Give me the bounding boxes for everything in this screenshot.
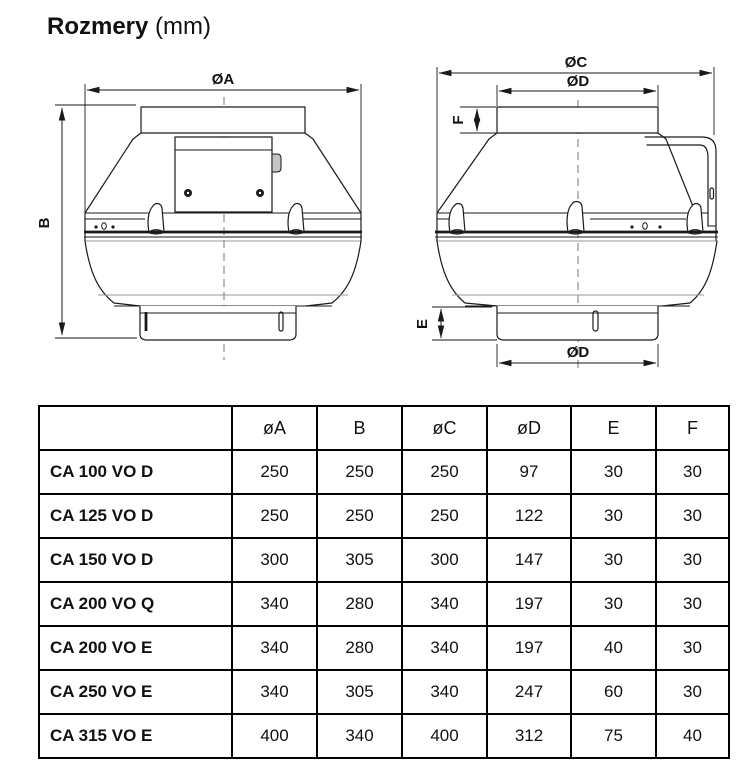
value-cell: 40 <box>571 626 656 670</box>
value-cell: 305 <box>317 538 402 582</box>
table-row <box>39 582 729 626</box>
page-title <box>47 12 211 42</box>
table-row <box>39 450 729 494</box>
column-header-e: E <box>571 406 656 450</box>
value-cell: 30 <box>571 494 656 538</box>
mounting-bracket <box>645 137 716 241</box>
dim-label-dia-d-bottom: ØD <box>566 344 590 361</box>
rating-marks <box>94 223 114 230</box>
value-cell: 340 <box>402 670 487 714</box>
value-cell: 60 <box>571 670 656 714</box>
value-cell: 400 <box>232 714 317 758</box>
value-cell: 340 <box>402 626 487 670</box>
front-outlet-collar <box>140 306 296 340</box>
value-cell: 197 <box>487 582 571 626</box>
dim-label-b: B <box>36 217 53 229</box>
value-cell: 250 <box>317 494 402 538</box>
side-outlet-collar <box>497 306 658 340</box>
cable-gland <box>272 154 281 172</box>
value-cell: 305 <box>317 670 402 714</box>
model-name-cell: CA 200 VO Q <box>39 582 232 626</box>
value-cell: 30 <box>656 670 729 714</box>
column-header-model <box>39 406 232 450</box>
latch-clip-icon <box>448 204 466 234</box>
column-header-dia-c: øC <box>402 406 487 450</box>
fan-front-view <box>36 71 362 360</box>
side-cone-left <box>437 133 497 213</box>
latch-clip-icon <box>287 204 305 234</box>
value-cell: 312 <box>487 714 571 758</box>
dim-label-dia-a: ØA <box>211 71 235 88</box>
dim-label-f: F <box>450 115 467 125</box>
value-cell: 280 <box>317 626 402 670</box>
screw-icon <box>184 189 192 197</box>
value-cell: 30 <box>571 582 656 626</box>
value-cell: 300 <box>232 538 317 582</box>
fan-side-view <box>414 54 718 370</box>
front-bowl-left <box>85 241 140 306</box>
value-cell: 147 <box>487 538 571 582</box>
value-cell: 97 <box>487 450 571 494</box>
value-cell: 75 <box>571 714 656 758</box>
model-name-cell: CA 250 VO E <box>39 670 232 714</box>
value-cell: 400 <box>402 714 487 758</box>
column-header-f: F <box>656 406 729 450</box>
value-cell: 250 <box>317 450 402 494</box>
front-cone-left <box>85 133 141 213</box>
value-cell: 247 <box>487 670 571 714</box>
table-row <box>39 670 729 714</box>
latch-clip-icon <box>147 204 165 234</box>
value-cell: 30 <box>656 450 729 494</box>
value-cell: 250 <box>402 494 487 538</box>
model-name-cell: CA 125 VO D <box>39 494 232 538</box>
value-cell: 280 <box>317 582 402 626</box>
front-inlet-collar <box>141 107 305 133</box>
value-cell: 30 <box>571 538 656 582</box>
value-cell: 340 <box>232 582 317 626</box>
model-name-cell: CA 315 VO E <box>39 714 232 758</box>
table-header-row <box>39 406 729 450</box>
table-row <box>39 538 729 582</box>
front-cone-right <box>305 133 361 213</box>
value-cell: 30 <box>656 582 729 626</box>
model-name-cell: CA 100 VO D <box>39 450 232 494</box>
value-cell: 250 <box>402 450 487 494</box>
value-cell: 340 <box>232 626 317 670</box>
model-name-cell: CA 200 VO E <box>39 626 232 670</box>
latch-clip-icon <box>686 204 704 234</box>
side-bowl-right <box>662 241 717 306</box>
side-inlet-collar <box>497 107 658 133</box>
value-cell: 300 <box>402 538 487 582</box>
screw-icon <box>256 189 264 197</box>
column-header-b: B <box>317 406 402 450</box>
value-cell: 197 <box>487 626 571 670</box>
value-cell: 30 <box>656 494 729 538</box>
dimensions-diagram <box>0 50 742 380</box>
dim-label-e: E <box>414 318 431 330</box>
table-row <box>39 714 729 758</box>
dimensions-table <box>38 405 730 759</box>
value-cell: 250 <box>232 494 317 538</box>
value-cell: 30 <box>571 450 656 494</box>
column-header-dia-d: øD <box>487 406 571 450</box>
value-cell: 30 <box>656 538 729 582</box>
value-cell: 122 <box>487 494 571 538</box>
model-name-cell: CA 150 VO D <box>39 538 232 582</box>
value-cell: 250 <box>232 450 317 494</box>
value-cell: 340 <box>402 582 487 626</box>
value-cell: 40 <box>656 714 729 758</box>
dim-label-dia-d-top: ØD <box>566 73 590 90</box>
page-title-main: Rozmery <box>47 13 149 40</box>
dim-label-dia-c: ØC <box>564 54 588 71</box>
table-row <box>39 626 729 670</box>
front-bowl-right <box>306 241 361 306</box>
rating-marks <box>630 223 661 230</box>
junction-box <box>175 137 272 212</box>
value-cell: 30 <box>656 626 729 670</box>
value-cell: 340 <box>317 714 402 758</box>
latch-clip-icon <box>566 202 585 234</box>
side-bowl-left <box>437 241 497 306</box>
table-row <box>39 494 729 538</box>
page-title-unit: (mm) <box>155 13 212 40</box>
value-cell: 340 <box>232 670 317 714</box>
column-header-dia-a: øA <box>232 406 317 450</box>
